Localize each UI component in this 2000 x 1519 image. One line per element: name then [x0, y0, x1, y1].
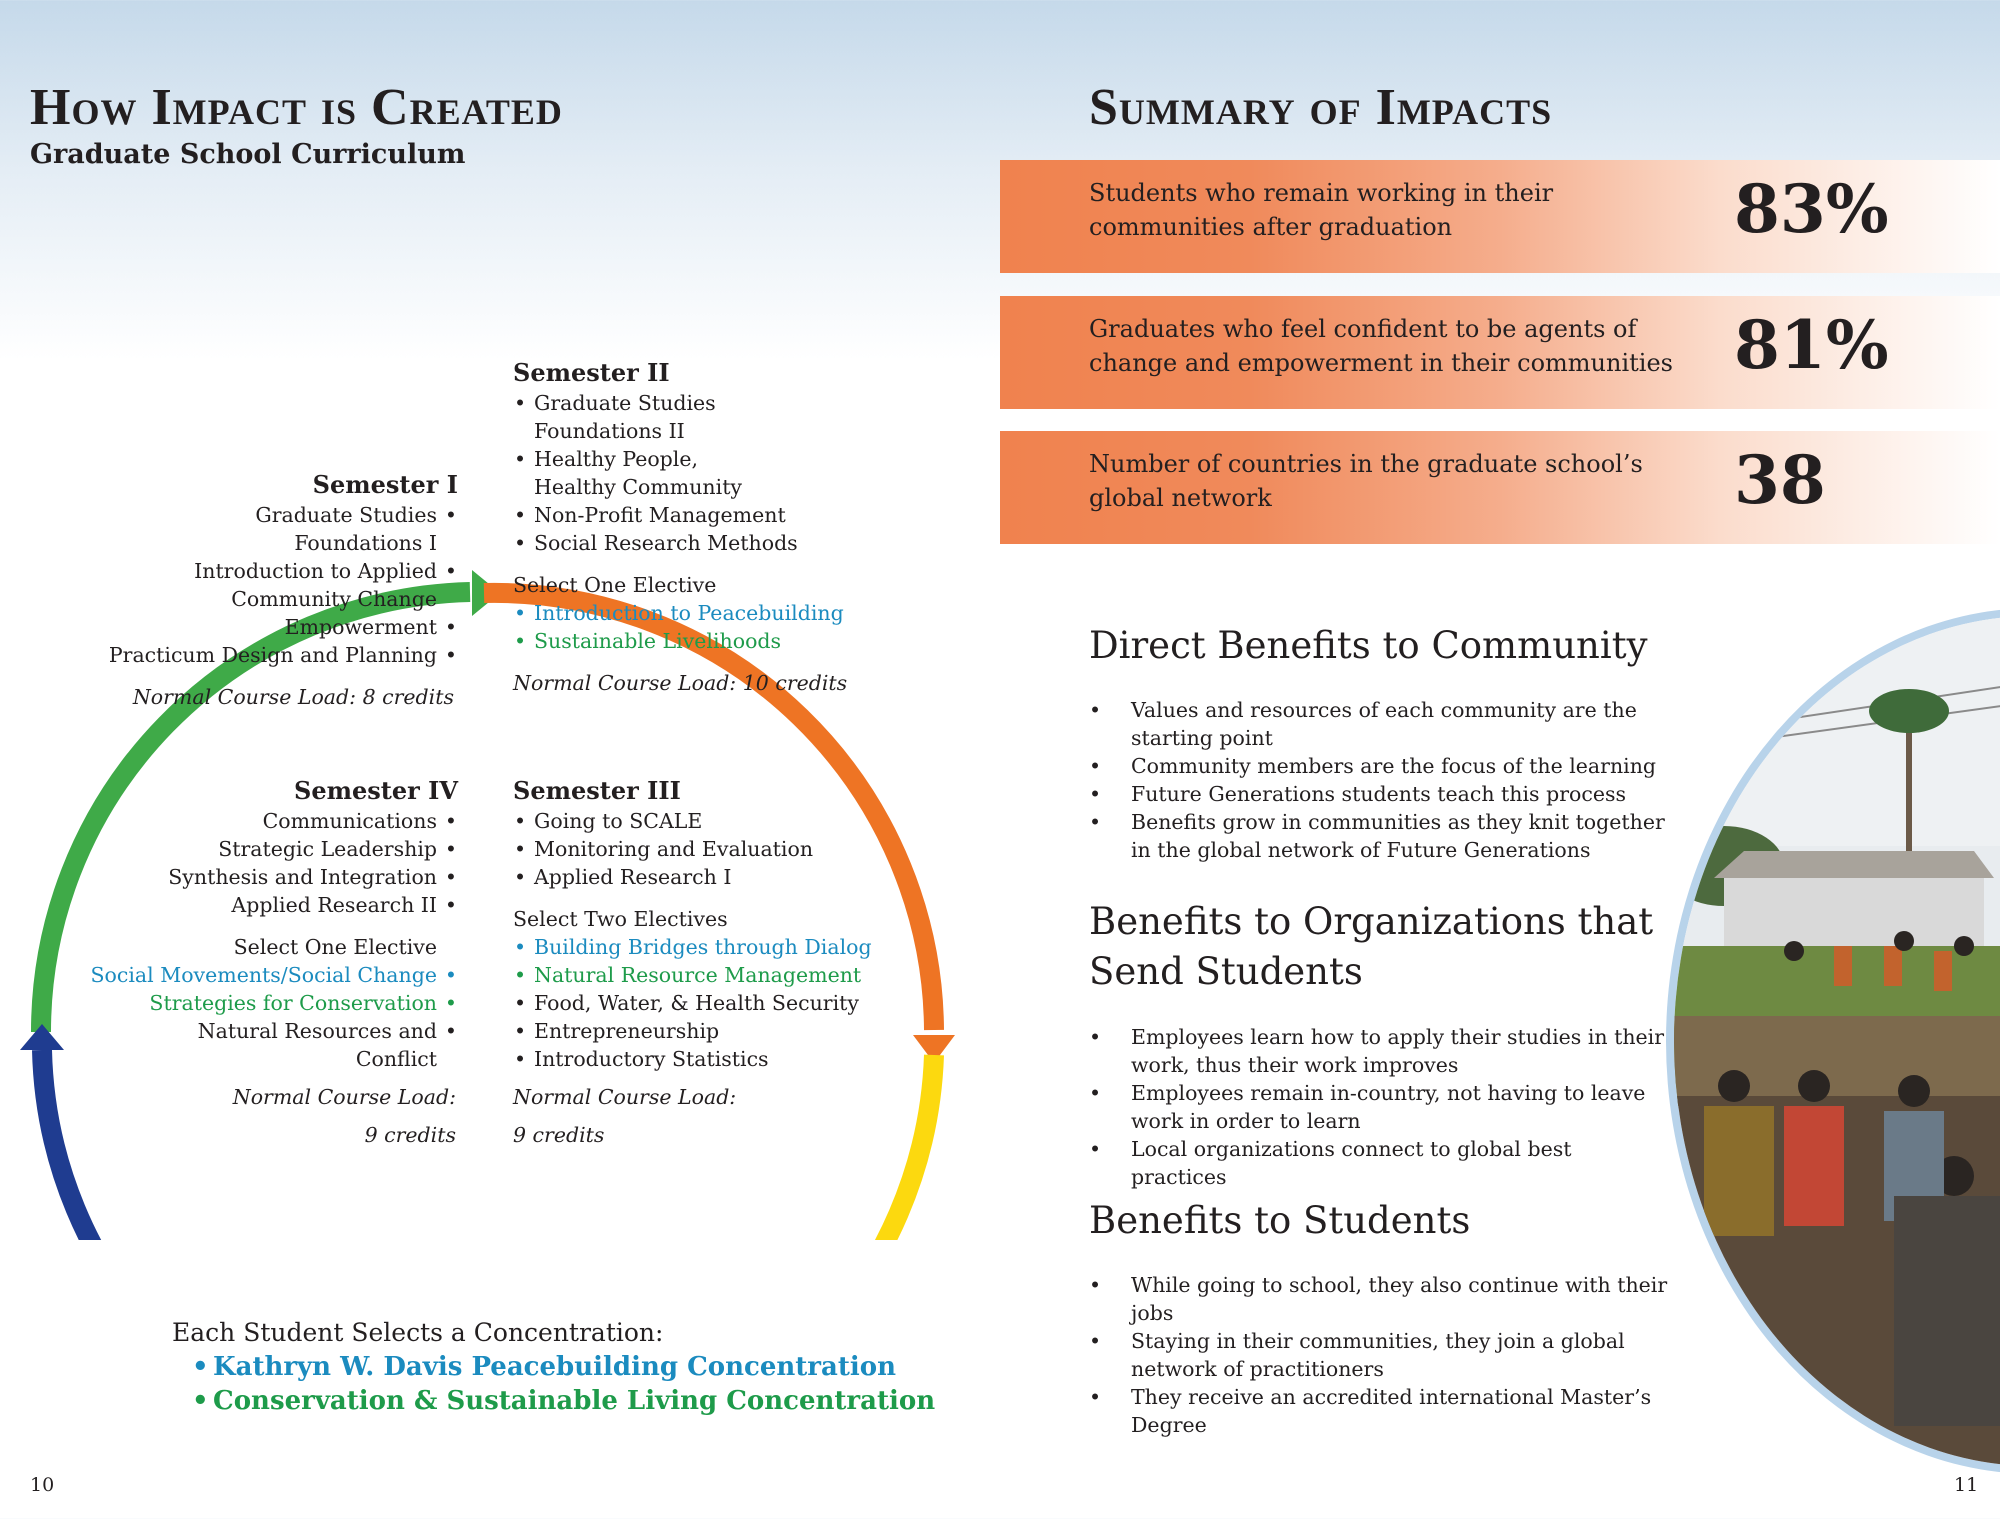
- elective-item: • Building Bridges through Dialog: [513, 933, 872, 961]
- load-credits: 9 credits: [364, 1123, 456, 1147]
- semester-2-title: Semester II: [513, 358, 670, 387]
- impact-value: 38: [1734, 441, 1826, 519]
- page-title-right: Summary of Impacts: [1089, 79, 1553, 136]
- semester-4-load: [91, 1083, 459, 1149]
- course-item: Foundations I: [294, 531, 437, 555]
- elective-item: Conflict: [355, 1047, 437, 1071]
- semester-3-load: [513, 1083, 872, 1149]
- elective-item: • Sustainable Livelihoods: [513, 627, 847, 655]
- elective-item: • Natural Resource Management: [513, 961, 872, 989]
- benefit-item: • Benefits grow in communities as they knit together in the global network of Future Generations: [1089, 808, 1689, 864]
- concentration-heading: Each Student Selects a Concentration:: [172, 1318, 664, 1347]
- cycle-arrowhead-navy: [20, 1024, 64, 1050]
- benefit-item: • Employees learn how to apply their studies in their work, thus their work improves: [1089, 1023, 1669, 1079]
- photo-illustration: [1674, 616, 2000, 1466]
- semester-3-elective-heading: Select Two Electives: [513, 907, 728, 931]
- elective-item: • Food, Water, & Health Security: [513, 989, 872, 1017]
- course-item: • Monitoring and Evaluation: [513, 835, 872, 863]
- page-subtitle: Graduate School Curriculum: [30, 139, 466, 170]
- elective-item: Social Movements/Social Change •: [91, 961, 459, 989]
- impact-banner: [1000, 296, 2000, 409]
- benefit-item: • Community members are the focus of the learning: [1089, 752, 1689, 780]
- course-item: • Graduate Studies: [513, 389, 847, 417]
- community-gathering-photo: [1666, 608, 2000, 1474]
- org-benefits-heading: [1089, 897, 1653, 997]
- concentration-block: [172, 1316, 935, 1418]
- impact-value: 81%: [1734, 306, 1889, 384]
- course-item: Practicum Design and Planning •: [109, 641, 458, 669]
- elective-item: • Entrepreneurship: [513, 1017, 872, 1045]
- direct-benefits-list: [1089, 696, 1689, 864]
- semester-4-block: [91, 775, 459, 1149]
- course-item: Healthy Community: [534, 475, 743, 499]
- semester-1-load: Normal Course Load: 8 credits: [132, 685, 454, 709]
- load-label: Normal Course Load:: [513, 1085, 737, 1109]
- load-label: Normal Course Load:: [232, 1085, 456, 1109]
- course-item: Foundations II: [534, 419, 685, 443]
- elective-item: Strategies for Conservation •: [91, 989, 459, 1017]
- elective-item: • Introduction to Peacebuilding: [513, 599, 847, 627]
- course-item: Community Change: [231, 587, 437, 611]
- student-benefits-list: [1089, 1271, 1669, 1439]
- semester-3-block: [513, 775, 872, 1149]
- impact-text: Students who remain working in their communities after graduation: [1089, 179, 1554, 241]
- course-item: Graduate Studies •: [109, 501, 458, 529]
- load-credits: 9 credits: [513, 1123, 605, 1147]
- course-item: Synthesis and Integration •: [91, 863, 459, 891]
- semester-4-elective-heading: Select One Elective: [233, 935, 437, 959]
- benefit-item: • They receive an accredited international Master’s Degree: [1089, 1383, 1669, 1439]
- impact-text: Graduates who feel confident to be agents of change and empowerment in their communities: [1089, 315, 1673, 377]
- course-item: • Going to SCALE: [513, 807, 872, 835]
- benefit-item: • Employees remain in-country, not having to leave work in order to learn: [1089, 1079, 1669, 1135]
- impact-banner: [1000, 431, 2000, 544]
- page-title-left: How Impact is Created: [30, 79, 563, 136]
- semester-4-title: Semester IV: [294, 776, 458, 805]
- semester-2-elective-heading: Select One Elective: [513, 573, 717, 597]
- benefit-item: • Future Generations students teach this process: [1089, 780, 1689, 808]
- semester-1-block: [109, 469, 458, 711]
- benefit-item: • Local organizations connect to global best practices: [1089, 1135, 1669, 1191]
- org-benefits-list: [1089, 1023, 1669, 1191]
- course-item: Applied Research II •: [91, 891, 459, 919]
- course-item: • Applied Research I: [513, 863, 872, 891]
- benefit-item: • Staying in their communities, they join a global network of practitioners: [1089, 1327, 1669, 1383]
- page-number-left: 10: [30, 1474, 55, 1496]
- semester-3-title: Semester III: [513, 776, 681, 805]
- benefit-item: • While going to school, they also continue with their jobs: [1089, 1271, 1669, 1327]
- course-item: Introduction to Applied •: [109, 557, 458, 585]
- course-item: Empowerment •: [109, 613, 458, 641]
- course-item: Strategic Leadership •: [91, 835, 459, 863]
- impact-text: Number of countries in the graduate school’s global network: [1089, 450, 1643, 512]
- elective-item: Natural Resources and •: [91, 1017, 459, 1045]
- page-number-right: 11: [1954, 1474, 1979, 1496]
- direct-benefits-heading: Direct Benefits to Community: [1089, 624, 1648, 667]
- org-heading-line-1: Benefits to Organizations that: [1089, 900, 1654, 943]
- course-item: • Social Research Methods: [513, 529, 847, 557]
- elective-item: • Introductory Statistics: [513, 1045, 872, 1073]
- impact-banner: [1000, 160, 2000, 273]
- semester-1-title: Semester I: [312, 470, 458, 499]
- concentration-item: • Kathryn W. Davis Peacebuilding Concentration: [192, 1350, 935, 1384]
- course-item: • Healthy People,: [513, 445, 847, 473]
- student-benefits-heading: Benefits to Students: [1089, 1199, 1471, 1242]
- impact-value: 83%: [1734, 170, 1889, 248]
- course-item: Communications •: [91, 807, 459, 835]
- org-heading-line-2: Send Students: [1089, 950, 1363, 993]
- concentration-item: • Conservation & Sustainable Living Concentration: [192, 1384, 935, 1418]
- semester-2-load: Normal Course Load: 10 credits: [513, 671, 848, 695]
- benefit-item: • Values and resources of each community are the starting point: [1089, 696, 1689, 752]
- semester-2-block: [513, 357, 847, 697]
- course-item: • Non-Profit Management: [513, 501, 847, 529]
